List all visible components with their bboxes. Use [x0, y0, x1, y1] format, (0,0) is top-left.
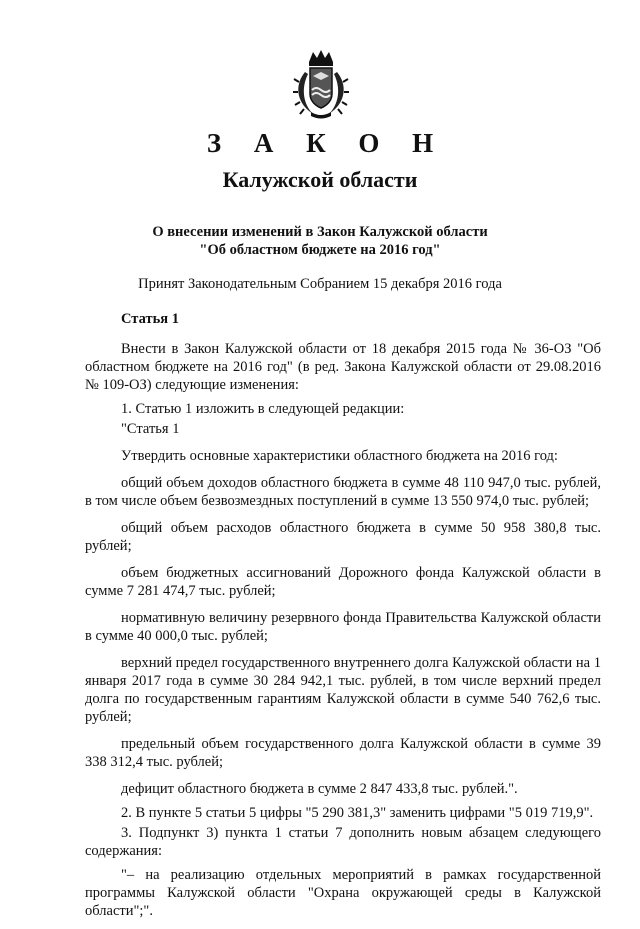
- law-heading-line-2: "Об областном бюджете на 2016 год": [199, 242, 441, 258]
- paragraph: 2. В пункте 5 статьи 5 цифры "5 290 381,3" заменить цифрами "5 019 719,9".: [121, 805, 594, 821]
- paragraph: общий объем доходов областного бюджета в сумме 48 110 947,0 тыс. рублей, в том числе объем безвозмездных поступлений в сумме 13 550 974,0 тыс. рублей;: [85, 475, 601, 509]
- paragraph: Утвердить основные характеристики областного бюджета на 2016 год:: [121, 448, 558, 464]
- article-title: Статья 1: [121, 311, 179, 327]
- kaluga-coat-of-arms-icon: [291, 48, 351, 120]
- paragraph: 3. Подпункт 3) пункта 1 статьи 7 дополнить новым абзацем следующего содержания:: [85, 825, 601, 859]
- paragraph: 1. Статью 1 изложить в следующей редакции:: [121, 401, 405, 417]
- paragraph: нормативную величину резервного фонда Правительства Калужской области в сумме 40 000,0 тыс. рублей;: [85, 610, 601, 644]
- paragraph: "Статья 1: [121, 421, 180, 437]
- paragraph: предельный объем государственного долга Калужской области в сумме 39 338 312,4 тыс. рублей;: [85, 736, 601, 770]
- law-heading: [0, 223, 640, 259]
- adoption-note: Принят Законодательным Собранием 15 декабря 2016 года: [138, 276, 502, 292]
- paragraph: Внести в Закон Калужской области от 18 декабря 2015 года № 36-ОЗ "Об областном бюджете на 2016 год" (в ред. Закона Калужской области от 29.08.2016 № 109-ОЗ) следующие изменения:: [85, 341, 601, 393]
- paragraph: верхний предел государственного внутреннего долга Калужской области на 1 января 2017 года в сумме 30 284 942,1 тыс. рублей, в том числе верхний предел долга по государственным гарантиям Калужской области в сумме 540 762,6 тыс. рублей;: [85, 655, 601, 725]
- paragraph: дефицит областного бюджета в сумме 2 847 433,8 тыс. рублей.".: [121, 781, 518, 797]
- document-body: [85, 310, 601, 929]
- law-heading-line-1: О внесении изменений в Закон Калужской области: [152, 224, 488, 240]
- paragraph: "– на реализацию отдельных мероприятий в рамках государственной программы Калужской области "Охрана окружающей среды в Калужской области";".: [85, 867, 601, 919]
- paragraph: объем бюджетных ассигнований Дорожного фонда Калужской области в сумме 7 281 474,7 тыс. рублей;: [85, 565, 601, 599]
- document-title: З А К О Н: [206, 128, 447, 158]
- paragraph: общий объем расходов областного бюджета в сумме 50 958 380,8 тыс. рублей;: [85, 520, 601, 554]
- document-subtitle: Калужской области: [222, 167, 418, 192]
